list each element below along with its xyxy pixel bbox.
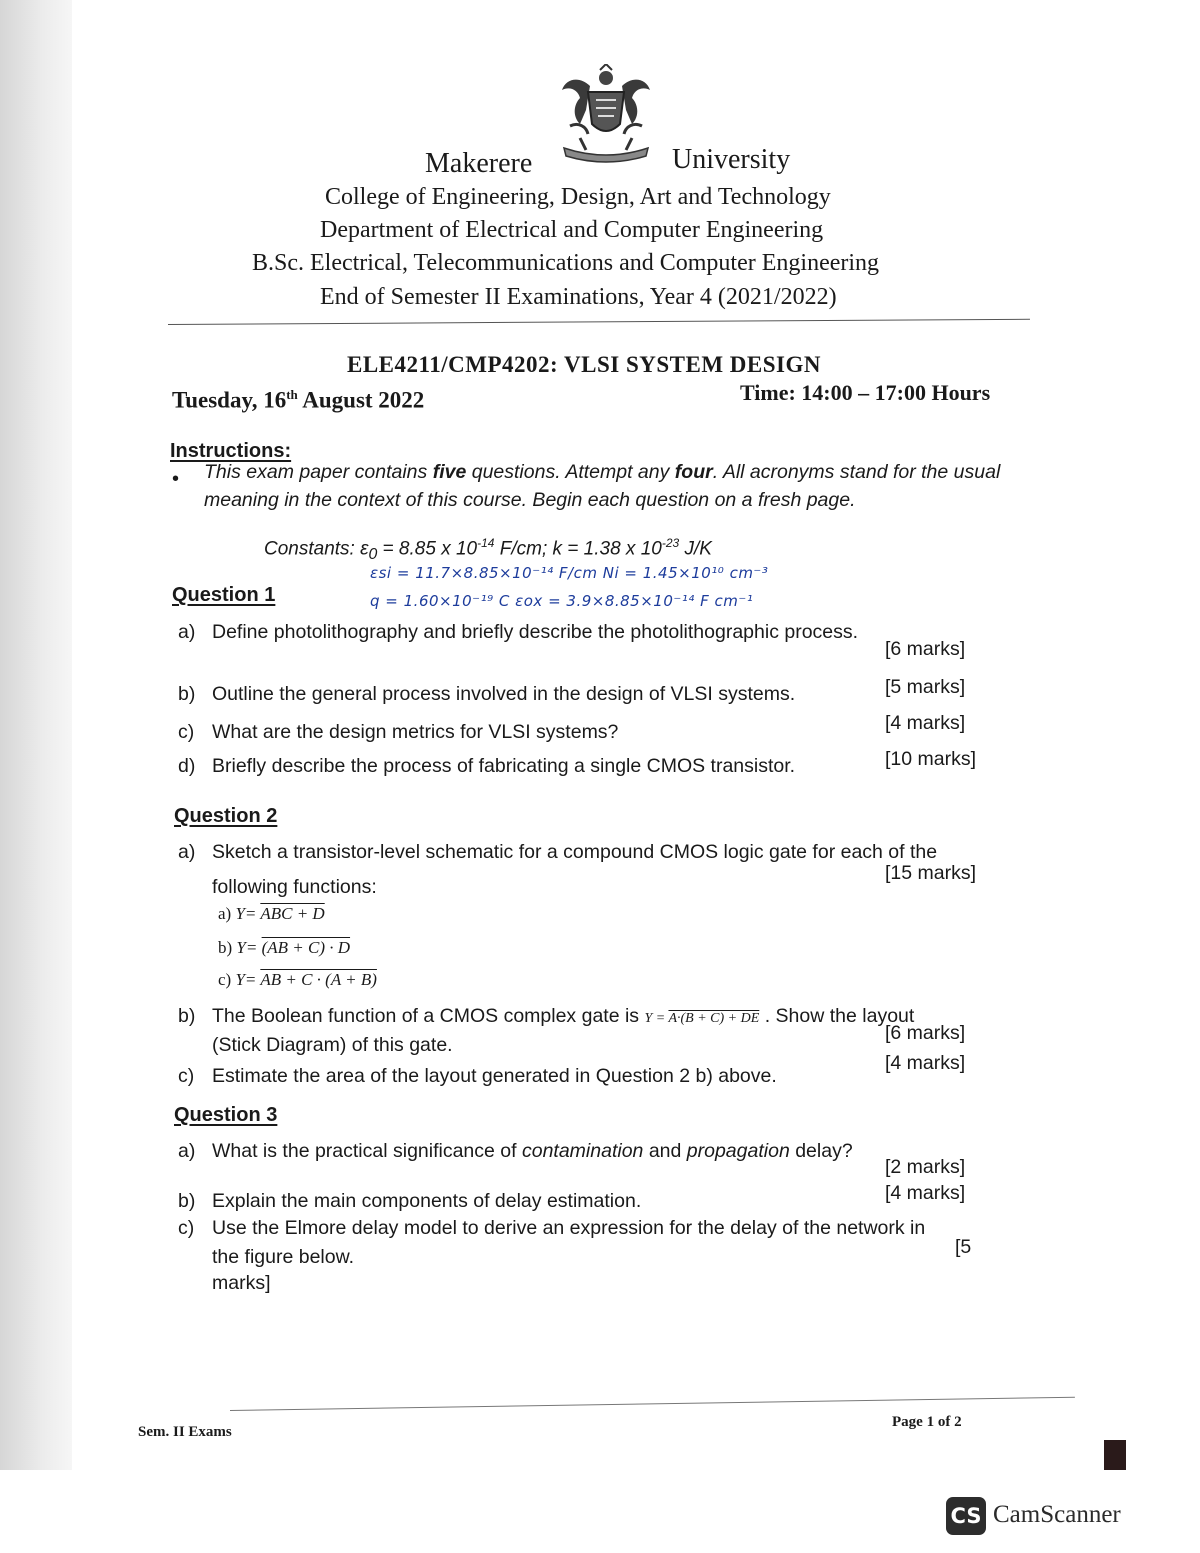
question-3b: b) Explain the main components of delay estimation. [178, 1190, 642, 1212]
university-name-right: University [672, 144, 791, 175]
exam-session: End of Semester II Examinations, Year 4 (2021/2022) [320, 284, 837, 310]
question-2c-marks: [4 marks] [885, 1052, 966, 1074]
question-2b: b) The Boolean function of a CMOS complex gate is Y = A·(B + C) + DE . Show the layout [178, 1005, 915, 1027]
question-2a-line-2: following functions: [212, 876, 377, 898]
question-3-heading: Question 3 [174, 1104, 278, 1126]
course-title: ELE4211/CMP4202: VLSI SYSTEM DESIGN [347, 352, 821, 377]
function-b: b) Y= (AB + C) · D [218, 938, 351, 957]
question-3b-marks: [4 marks] [885, 1182, 966, 1204]
question-2b-marks: [6 marks] [885, 1022, 966, 1044]
question-1d-marks: [10 marks] [885, 748, 977, 770]
instructions-text: This exam paper contains five questions. Attempt any four. All acronyms stand for the usual meaning in the context of this course. Begin each question on a fresh page. [204, 461, 1001, 511]
handwritten-note-1: εsi = 11.7×8.85×10⁻¹⁴ F/cm Ni = 1.45×10¹⁰ cm⁻³ [370, 564, 769, 582]
constants-line: Constants: $\varepsilon_0 = 8.85$ x $10^{-14}$ F/cm; k = 1.38 x $10^{-23}$ J/K [264, 536, 712, 564]
question-1b-marks: [5 marks] [885, 676, 966, 698]
question-2a-marks: [15 marks] [885, 862, 977, 884]
question-1c-marks: [4 marks] [885, 712, 966, 734]
boolean-function: Y = A·(B + C) + DE [644, 1011, 760, 1026]
page-number: Page 1 of 2 [892, 1414, 962, 1430]
question-1b: b) Outline the general process involved in the design of VLSI systems. [178, 683, 796, 705]
question-1a: a) Define photolithography and briefly describe the photolithographic process. [178, 621, 859, 643]
camscanner-logo-icon: CS [946, 1497, 986, 1535]
question-3c: c) Use the Elmore delay model to derive an expression for the delay of the network in [178, 1217, 926, 1239]
question-2c: c) Estimate the area of the layout generated in Question 2 b) above. [178, 1065, 777, 1087]
question-2a: a) Sketch a transistor-level schematic for a compound CMOS logic gate for each of the [178, 841, 938, 863]
footer-left: Sem. II Exams [138, 1424, 232, 1440]
question-2-heading: Question 2 [174, 805, 278, 827]
question-1c: c) What are the design metrics for VLSI systems? [178, 721, 619, 743]
question-3c-marks: [5 [955, 1236, 972, 1258]
department-name: Department of Electrical and Computer Engineering [320, 217, 824, 243]
exam-date: Tuesday, 16th August 2022 [172, 387, 425, 413]
university-crest-icon [550, 64, 662, 164]
scan-artifact [1104, 1440, 1126, 1470]
function-a: a) Y= ABC + D [218, 904, 325, 923]
function-c: c) Y= AB + C · (A + B) [218, 970, 377, 989]
header-divider [168, 319, 1030, 325]
college-name: College of Engineering, Design, Art and Technology [325, 184, 831, 210]
question-1d: d) Briefly describe the process of fabricating a single CMOS transistor. [178, 755, 796, 777]
exam-time: Time: 14:00 – 17:00 Hours [740, 380, 991, 405]
question-3c-line-3: marks] [212, 1272, 271, 1294]
programme-name: B.Sc. Electrical, Telecommunications and Computer Engineering [252, 250, 880, 276]
question-3a-marks: [2 marks] [885, 1156, 966, 1178]
footer-divider [230, 1397, 1075, 1411]
instructions-heading: Instructions: [170, 440, 292, 462]
question-1-heading: Question 1 [172, 584, 276, 606]
question-1a-marks: [6 marks] [885, 638, 966, 660]
camscanner-watermark: CamScanner [993, 1501, 1121, 1528]
handwritten-note-2: q = 1.60×10⁻¹⁹ C εox = 3.9×8.85×10⁻¹⁴ F cm⁻¹ [370, 592, 754, 610]
instructions-bullet: • [172, 468, 180, 490]
question-3a: a) What is the practical significance of contamination and propagation delay? [178, 1140, 853, 1162]
question-3c-line-2: the figure below. [212, 1246, 355, 1268]
university-name-left: Makerere [425, 148, 533, 179]
question-2b-line-2: (Stick Diagram) of this gate. [212, 1034, 453, 1056]
